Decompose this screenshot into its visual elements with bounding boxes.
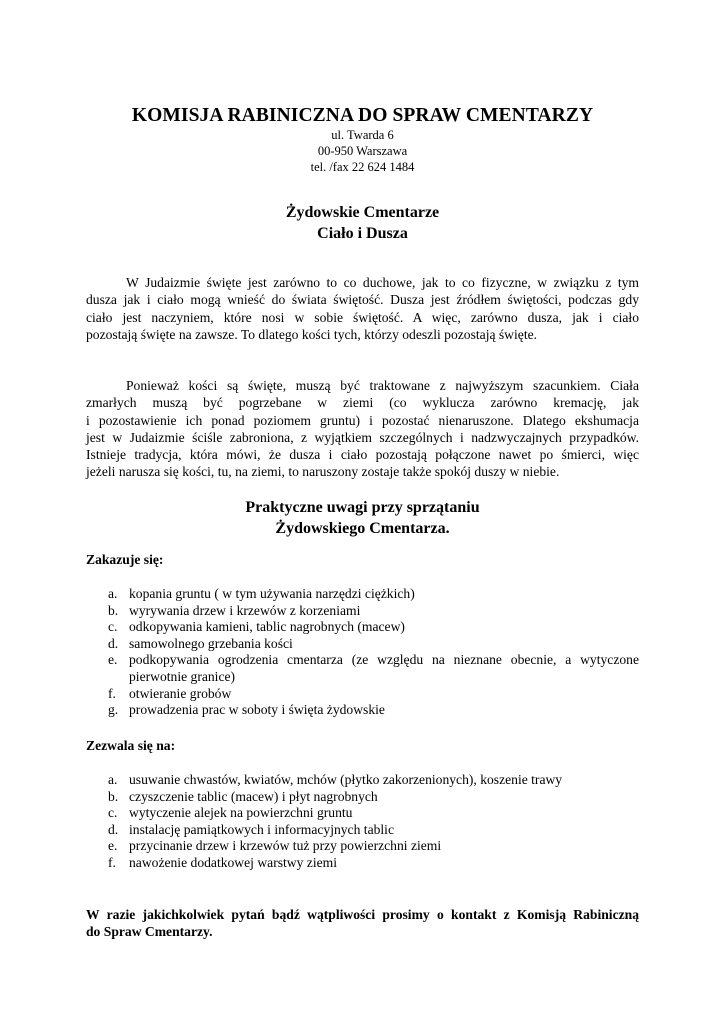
list-marker: e. <box>108 838 118 854</box>
list-marker: f. <box>108 685 116 701</box>
list-item <box>86 636 639 653</box>
letterhead <box>0 104 725 175</box>
contact-note-line-2: do Spraw Cmentarzy. <box>86 924 213 940</box>
address-phone: tel. /fax 22 624 1484 <box>310 160 415 174</box>
paragraph-line: jeżeli narusza się kości, tu, na ziemi, to naruszony zostaje także spokój duszy w niebie. <box>86 464 560 480</box>
list-item <box>86 603 639 620</box>
paragraph-line: W Judaizmie święte jest zarówno to co duchowe, jak to co fizyczne, w związku z tym <box>126 275 639 290</box>
allowed-label: Zezwala się na: <box>86 738 176 753</box>
list-item-text-continued: pierwotnie granice) <box>129 668 236 684</box>
contact-note-line-1: W razie jakichkolwiek pytań bądź wątpliwości prosimy o kontakt z Komisją Rabiniczną <box>86 907 639 922</box>
contact-note <box>86 906 639 941</box>
list-item-text: kopania gruntu ( w tym używania narzędzi ciężkich) <box>129 586 415 601</box>
list-item <box>86 789 639 806</box>
list-item <box>86 805 639 822</box>
document-title-line-1: Żydowskie Cmentarze <box>285 204 440 221</box>
list-marker: a. <box>108 772 118 787</box>
paragraph-bones <box>86 377 639 481</box>
paragraph-line: i pozostawienie ich ponad poziomem gruntu) i pozostać nienaruszone. Dlatego ekshumacja <box>86 412 639 428</box>
list-item-text: samowolnego grzebania kości <box>129 635 293 651</box>
list-marker: a. <box>108 586 118 601</box>
paragraph-line: zmarłych muszą być pogrzebane w ziemi (co wyklucza zarówno kremację, jak <box>86 395 639 411</box>
organization-name: KOMISJA RABINICZNA DO SPRAW CMENTARZY <box>131 105 594 126</box>
list-item-text: wyrywania drzew i krzewów z korzeniami <box>129 602 361 618</box>
allowed-list <box>86 772 639 872</box>
list-marker: b. <box>108 602 119 618</box>
list-marker: b. <box>108 788 119 804</box>
list-item <box>86 772 639 789</box>
list-item-text: instalację pamiątkowych i informacyjnych tablic <box>129 821 394 837</box>
list-item <box>86 686 639 703</box>
list-item <box>86 586 639 603</box>
list-marker: d. <box>108 821 119 837</box>
list-item <box>86 838 639 855</box>
list-marker: f. <box>108 854 116 870</box>
list-item-text: czyszczenie tablic (macew) i płyt nagrobnych <box>129 788 378 804</box>
address-street: ul. Twarda 6 <box>331 128 394 142</box>
list-item <box>86 619 639 636</box>
section-title-line-2: Żydowskiego Cmentarza. <box>275 520 450 537</box>
list-item-text: usuwanie chwastów, kwiatów, mchów (płytko zakorzenionych), koszenie trawy <box>129 772 563 787</box>
list-item-text: przycinanie drzew i krzewów tuż przy powierzchni ziemi <box>129 838 442 854</box>
section-title-line-1: Praktyczne uwagi przy sprzątaniu <box>245 499 480 516</box>
list-item <box>86 855 639 872</box>
paragraph-line: jest w Judaizmie ściśle zabroniona, z wyjątkiem szczególnych i nadzwyczajnych przypadków. <box>86 429 639 445</box>
list-item <box>86 822 639 839</box>
list-item-text: nawożenie dodatkowej warstwy ziemi <box>129 854 337 870</box>
paragraph-line: Istnieje tradycja, która mówi, że dusza i ciało pozostają połączone nawet po śmierci, więc <box>86 447 639 463</box>
paragraph-line: pozostają święte na zawsze. To dlatego kości tych, którzy odeszli pozostają święte. <box>86 326 538 342</box>
forbidden-list <box>86 586 639 719</box>
list-marker: c. <box>108 805 118 821</box>
list-item-text: odkopywania kamieni, tablic nagrobnych (macew) <box>129 619 405 635</box>
list-marker: c. <box>108 619 118 635</box>
list-item-text: otwieranie grobów <box>129 685 232 701</box>
list-marker: g. <box>108 702 119 718</box>
paragraph-holiness <box>86 274 639 343</box>
list-item-text: prowadzenia prac w soboty i święta żydowskie <box>129 702 385 718</box>
list-marker: e. <box>108 652 118 668</box>
paragraph-line: ciało jest naczyniem, które nosi w sobie świętość. A więc, zarówno dusza, jak i ciało <box>86 309 639 325</box>
list-item-text: wytyczenie alejek na powierzchni gruntu <box>129 805 353 821</box>
list-item <box>86 652 639 685</box>
section-title <box>0 497 725 539</box>
document-title-line-2: Ciało i Dusza <box>317 225 408 242</box>
list-marker: d. <box>108 635 119 651</box>
address-city: 00-950 Warszawa <box>317 144 408 158</box>
paragraph-line: Ponieważ kości są święte, muszą być traktowane z najwyższym szacunkiem. Ciała <box>126 378 639 393</box>
list-item-text: podkopywania ogrodzenia cmentarza (ze względu na nieznane obecnie, a wytyczone <box>129 652 639 668</box>
document-title <box>0 202 725 244</box>
list-item <box>86 702 639 719</box>
paragraph-line: dusza jak i ciało mogą wnieść do świata świętość. Dusza jest źródłem świętości, podczas gdy <box>86 292 639 308</box>
forbidden-label: Zakazuje się: <box>86 552 164 567</box>
